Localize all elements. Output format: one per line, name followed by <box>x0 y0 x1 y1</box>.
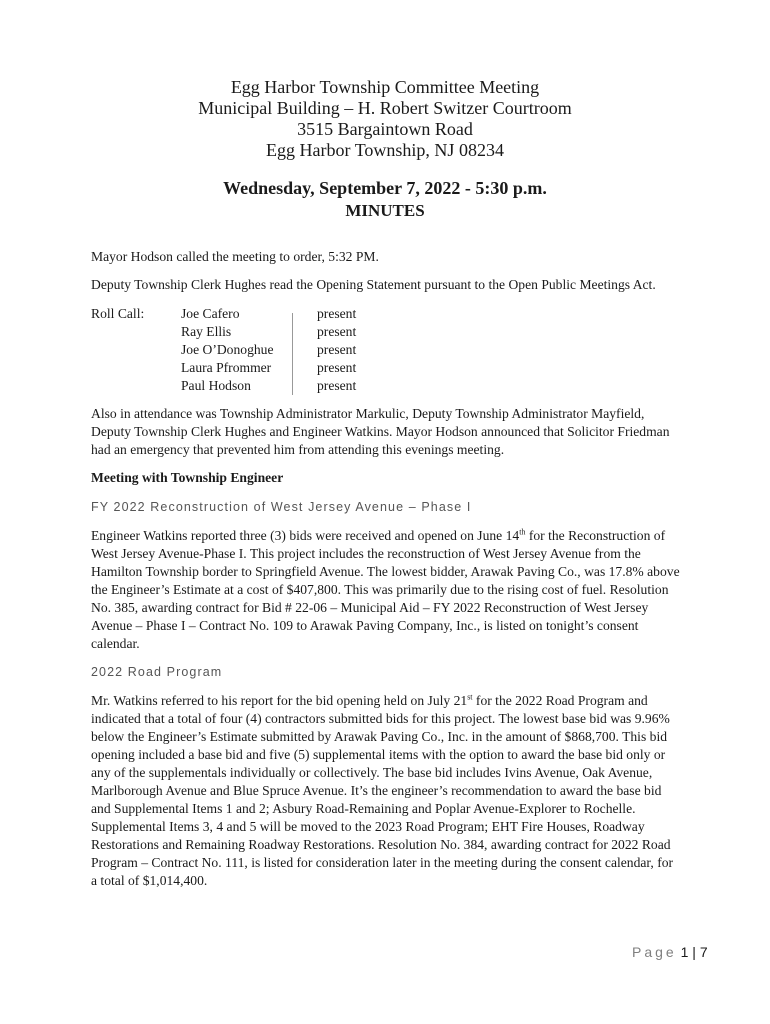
subsection-heading-west-jersey: FY 2022 Reconstruction of West Jersey Avenue – Phase I <box>91 500 472 514</box>
roll-call-name: Joe Cafero <box>181 306 240 321</box>
paragraph-line: indicated that a total of four (4) contractors submitted bids for this project. The lowest base bid was 9.96% <box>91 711 670 726</box>
roll-call-names <box>181 305 274 395</box>
roll-call-status: present <box>317 306 357 321</box>
page-word: Page <box>632 944 677 960</box>
roll-call-status: present <box>317 324 357 339</box>
paragraph-line: the Engineer’s Estimate at a cost of $407,800. This was primarily due to the rising cost of fuel. Resolution <box>91 582 669 597</box>
opening-statement: Deputy Township Clerk Hughes read the Opening Statement pursuant to the Open Public Meetings Act. <box>91 277 656 292</box>
section-heading: Meeting with Township Engineer <box>91 470 284 485</box>
paragraph-line: and Supplemental Items 1 and 2; Asbury Road-Remaining and Poplar Avenue-Explorer to Rochelle. <box>91 801 636 816</box>
road-program-paragraph <box>91 692 731 890</box>
roll-call-name: Laura Pfrommer <box>181 360 272 375</box>
meeting-header <box>0 77 770 161</box>
paragraph-line: Supplemental Items 3, 4 and 5 will be moved to the 2023 Road Program; EHT Fire Houses, Roadway <box>91 819 645 834</box>
roll-call-name: Ray Ellis <box>181 324 232 339</box>
current-page-number: 1 <box>680 944 689 960</box>
attendance-paragraph <box>91 405 731 459</box>
roll-call-statuses <box>317 305 356 395</box>
minutes-title: MINUTES <box>345 201 425 220</box>
paragraph-line: No. 385, awarding contract for Bid # 22-06 – Municipal Aid – FY 2022 Reconstruction of West Jersey <box>91 600 649 615</box>
meeting-date: Wednesday, September 7, 2022 - 5:30 p.m. <box>223 178 547 198</box>
roll-call-status: present <box>317 360 357 375</box>
roll-call-status: present <box>317 378 357 393</box>
paragraph-line: opening included a base bid and five (5) supplemental items with the option to award the base bid only or <box>91 747 666 762</box>
paragraph-line: Restorations and Remaining Roadway Restorations. Resolution No. 384, awarding contract for 2022 Road <box>91 837 671 852</box>
west-jersey-paragraph <box>91 527 731 653</box>
paragraph-line: Marlborough Avenue and Blue Spruce Avenue. It’s the engineer’s recommendation to award the base bid <box>91 783 662 798</box>
attendance-line: Also in attendance was Township Administrator Markulic, Deputy Township Administrator Mayfield, <box>91 406 645 421</box>
call-to-order: Mayor Hodson called the meeting to order, 5:32 PM. <box>91 249 379 264</box>
roll-call-divider <box>292 313 293 395</box>
attendance-line: Deputy Township Clerk Hughes and Engineer Watkins. Mayor Hodson announced that Solicitor Friedman <box>91 424 670 439</box>
header-line-4: Egg Harbor Township, NJ 08234 <box>266 140 504 160</box>
paragraph-line: calendar. <box>91 636 140 651</box>
paragraph-line: West Jersey Avenue-Phase I. This project includes the reconstruction of West Jersey Avenue from the <box>91 546 641 561</box>
roll-call-name: Paul Hodson <box>181 378 251 393</box>
roll-call-status: present <box>317 342 357 357</box>
paragraph-line: a total of $1,014,400. <box>91 873 208 888</box>
paragraph-line: Mr. Watkins referred to his report for the bid opening held on July 21st for the 2022 Road Program and <box>91 692 648 708</box>
total-pages: 7 <box>699 944 708 960</box>
page-footer <box>632 944 708 960</box>
paragraph-line: Hamilton Township border to Springfield Avenue. The lowest bidder, Arawak Paving Co., was 17.8% above <box>91 564 680 579</box>
header-line-1: Egg Harbor Township Committee Meeting <box>230 77 540 97</box>
paragraph-line: any of the supplementals individually or collectively. The base bid includes Ivins Avenue, Oak Avenue, <box>91 765 653 780</box>
roll-call-name: Joe O’Donoghue <box>181 342 274 357</box>
page-separator: | <box>692 944 696 960</box>
header-line-2: Municipal Building – H. Robert Switzer Courtroom <box>198 98 572 118</box>
roll-call-label: Roll Call: <box>91 306 145 321</box>
header-line-3: 3515 Bargaintown Road <box>297 119 473 139</box>
paragraph-line: Program – Contract No. 111, is listed for consideration later in the meeting during the consent calendar, for <box>91 855 674 870</box>
subsection-heading-road-program: 2022 Road Program <box>91 665 223 679</box>
paragraph-line: Engineer Watkins reported three (3) bids were received and opened on June 14th for the Reconstruction of <box>91 527 666 543</box>
paragraph-line: below the Engineer’s Estimate submitted by Arawak Paving Co., Inc. in the amount of $868,700. This bid <box>91 729 668 744</box>
attendance-line: had an emergency that prevented him from attending this evenings meeting. <box>91 442 505 457</box>
paragraph-line: Avenue – Phase I – Contract No. 109 to Arawak Paving Company, Inc., is listed on tonight’s consent <box>91 618 639 633</box>
